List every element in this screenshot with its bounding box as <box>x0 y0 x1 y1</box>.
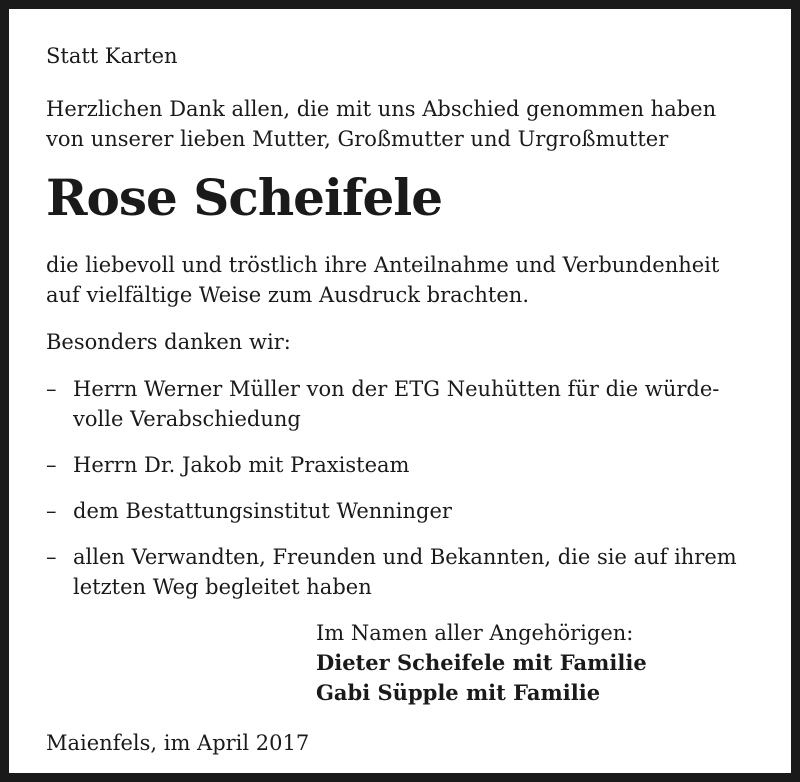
place-date: Maienfels, im April 2017 <box>46 731 310 755</box>
special-thanks-heading: Besonders danken wir: <box>46 330 291 354</box>
list-item-line: dem Bestattungsinstitut Wenninger <box>73 499 452 523</box>
list-item <box>46 450 762 480</box>
list-dash: – <box>46 377 57 401</box>
list-item-line: letzten Weg begleitet haben <box>73 575 372 599</box>
signature-block <box>316 618 762 708</box>
thanks-line: auf vielfältige Weise zum Ausdruck brachten. <box>46 283 529 307</box>
signature-name: Dieter Scheifele mit Familie <box>316 650 647 675</box>
signature-name: Gabi Süpple mit Familie <box>316 680 601 705</box>
list-item-line: Herrn Werner Müller von der ETG Neuhütten für die würde- <box>73 377 720 401</box>
list-dash: – <box>46 499 57 523</box>
intro-line: Herzlichen Dank allen, die mit uns Abschied genommen haben <box>46 97 717 121</box>
list-item <box>46 496 762 526</box>
list-item <box>46 542 762 602</box>
thanks-line: die liebevoll und tröstlich ihre Anteilnahme und Verbundenheit <box>46 253 720 277</box>
signature-intro: Im Namen aller Angehörigen: <box>316 621 634 645</box>
intro-paragraph <box>46 94 762 154</box>
list-item-line: Herrn Dr. Jakob mit Praxisteam <box>73 453 410 477</box>
notice-content <box>46 41 762 758</box>
salutation: Statt Karten <box>46 44 178 68</box>
thanks-list <box>46 374 762 602</box>
list-item-line: volle Verabschiedung <box>73 407 301 431</box>
list-item <box>46 374 762 434</box>
intro-line: von unserer lieben Mutter, Großmutter und Urgroßmutter <box>46 127 669 151</box>
list-dash: – <box>46 453 57 477</box>
thanks-paragraph <box>46 250 762 310</box>
list-dash: – <box>46 545 57 569</box>
list-item-line: allen Verwandten, Freunden und Bekannten, die sie auf ihrem <box>73 545 737 569</box>
deceased-name: Rose Scheifele <box>46 168 443 227</box>
